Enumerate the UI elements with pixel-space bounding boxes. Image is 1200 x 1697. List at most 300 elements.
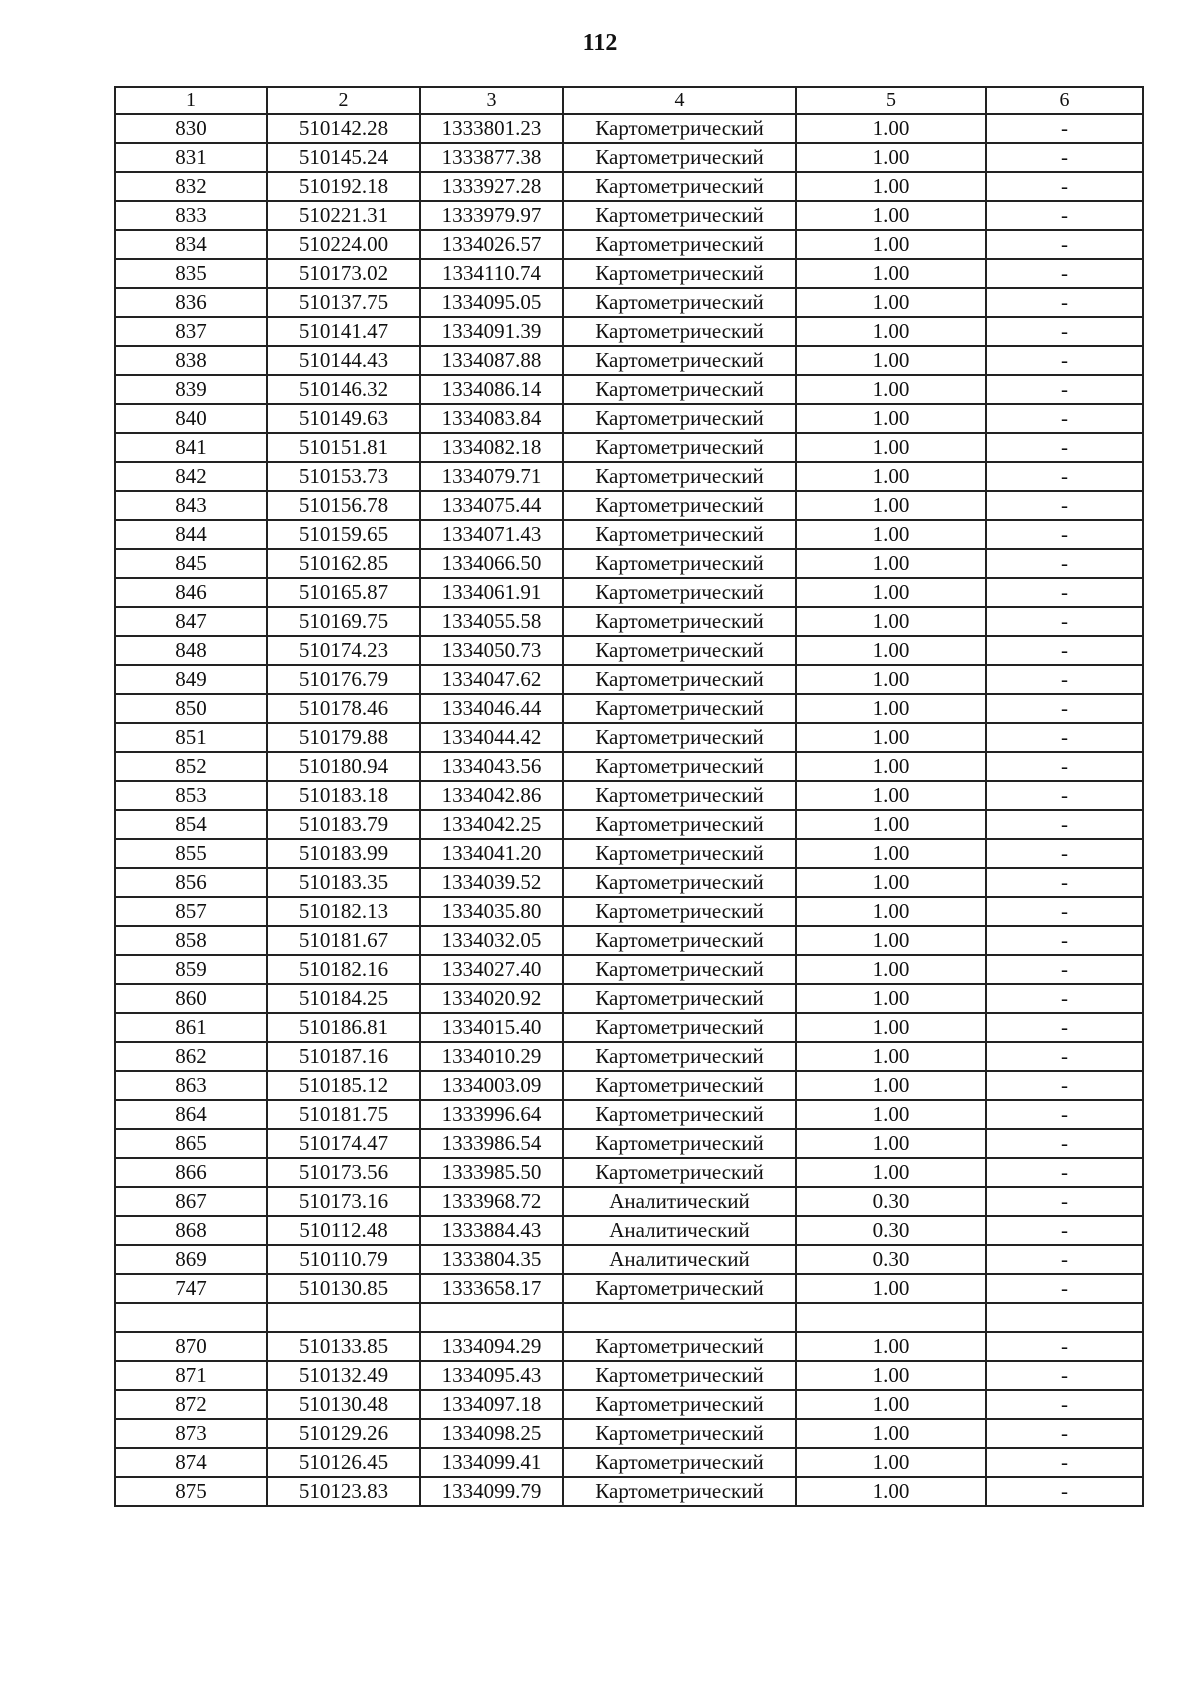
column-header: 3 (420, 87, 563, 114)
x-coordinate-cell: 510110.79 (267, 1245, 420, 1274)
description-cell: - (986, 752, 1143, 781)
accuracy-cell: 1.00 (796, 1042, 986, 1071)
method-cell: Картометрический (563, 1332, 796, 1361)
accuracy-cell: 1.00 (796, 549, 986, 578)
description-cell: - (986, 984, 1143, 1013)
x-coordinate-cell: 510192.18 (267, 172, 420, 201)
table-row (115, 462, 1143, 491)
x-coordinate-cell: 510183.99 (267, 839, 420, 868)
column-header: 4 (563, 87, 796, 114)
method-cell: Аналитический (563, 1245, 796, 1274)
method-cell: Картометрический (563, 201, 796, 230)
y-coordinate-cell: 1333658.17 (420, 1274, 563, 1303)
table-row (115, 781, 1143, 810)
point-number-cell: 871 (115, 1361, 267, 1390)
y-coordinate-cell: 1334086.14 (420, 375, 563, 404)
point-number-cell: 873 (115, 1419, 267, 1448)
point-number-cell: 832 (115, 172, 267, 201)
point-number-cell: 861 (115, 1013, 267, 1042)
x-coordinate-cell: 510137.75 (267, 288, 420, 317)
x-coordinate-cell: 510185.12 (267, 1071, 420, 1100)
point-number-cell: 838 (115, 346, 267, 375)
table-row (115, 1042, 1143, 1071)
x-coordinate-cell: 510183.35 (267, 868, 420, 897)
accuracy-cell: 1.00 (796, 752, 986, 781)
point-number-cell: 830 (115, 114, 267, 143)
accuracy-cell: 1.00 (796, 868, 986, 897)
point-number-cell: 858 (115, 926, 267, 955)
point-number-cell: 848 (115, 636, 267, 665)
x-coordinate-cell: 510132.49 (267, 1361, 420, 1390)
x-coordinate-cell: 510173.56 (267, 1158, 420, 1187)
accuracy-cell: 1.00 (796, 839, 986, 868)
column-header: 6 (986, 87, 1143, 114)
y-coordinate-cell: 1334027.40 (420, 955, 563, 984)
point-number-cell: 850 (115, 694, 267, 723)
y-coordinate-cell: 1333979.97 (420, 201, 563, 230)
x-coordinate-cell: 510179.88 (267, 723, 420, 752)
point-number-cell: 867 (115, 1187, 267, 1216)
description-cell: - (986, 723, 1143, 752)
description-cell: - (986, 1216, 1143, 1245)
method-cell: Картометрический (563, 1448, 796, 1477)
y-coordinate-cell: 1334003.09 (420, 1071, 563, 1100)
accuracy-cell: 1.00 (796, 1419, 986, 1448)
y-coordinate-cell: 1334055.58 (420, 607, 563, 636)
description-cell: - (986, 955, 1143, 984)
point-number-cell: 842 (115, 462, 267, 491)
description-cell: - (986, 201, 1143, 230)
point-number-cell: 864 (115, 1100, 267, 1129)
description-cell: - (986, 1448, 1143, 1477)
x-coordinate-cell: 510133.85 (267, 1332, 420, 1361)
description-cell: - (986, 288, 1143, 317)
point-number-cell: 859 (115, 955, 267, 984)
y-coordinate-cell: 1334079.71 (420, 462, 563, 491)
accuracy-cell: 1.00 (796, 955, 986, 984)
accuracy-cell: 1.00 (796, 114, 986, 143)
method-cell: Картометрический (563, 810, 796, 839)
y-coordinate-cell: 1334095.05 (420, 288, 563, 317)
accuracy-cell: 1.00 (796, 578, 986, 607)
description-cell: - (986, 665, 1143, 694)
method-cell: Картометрический (563, 114, 796, 143)
table-row (115, 1332, 1143, 1361)
y-coordinate-cell: 1333804.35 (420, 1245, 563, 1274)
x-coordinate-cell: 510153.73 (267, 462, 420, 491)
table-row (115, 868, 1143, 897)
table-row (115, 143, 1143, 172)
x-coordinate-cell: 510178.46 (267, 694, 420, 723)
x-coordinate-cell: 510130.85 (267, 1274, 420, 1303)
method-cell: Картометрический (563, 404, 796, 433)
accuracy-cell: 1.00 (796, 520, 986, 549)
table-row (115, 259, 1143, 288)
x-coordinate-cell: 510173.16 (267, 1187, 420, 1216)
y-coordinate-cell (420, 1303, 563, 1332)
point-number-cell: 865 (115, 1129, 267, 1158)
y-coordinate-cell: 1333801.23 (420, 114, 563, 143)
point-number-cell: 857 (115, 897, 267, 926)
accuracy-cell: 1.00 (796, 1129, 986, 1158)
table-row (115, 810, 1143, 839)
table-row (115, 1419, 1143, 1448)
table-row (115, 1071, 1143, 1100)
y-coordinate-cell: 1334061.91 (420, 578, 563, 607)
x-coordinate-cell: 510180.94 (267, 752, 420, 781)
method-cell: Картометрический (563, 868, 796, 897)
table-row (115, 1390, 1143, 1419)
accuracy-cell: 1.00 (796, 404, 986, 433)
description-cell: - (986, 781, 1143, 810)
method-cell: Картометрический (563, 1477, 796, 1506)
column-header: 5 (796, 87, 986, 114)
accuracy-cell: 1.00 (796, 201, 986, 230)
table-row (115, 172, 1143, 201)
table-row (115, 1448, 1143, 1477)
accuracy-cell: 1.00 (796, 1013, 986, 1042)
method-cell: Картометрический (563, 520, 796, 549)
y-coordinate-cell: 1334042.86 (420, 781, 563, 810)
description-cell: - (986, 810, 1143, 839)
point-number-cell: 847 (115, 607, 267, 636)
x-coordinate-cell: 510112.48 (267, 1216, 420, 1245)
x-coordinate-cell (267, 1303, 420, 1332)
accuracy-cell: 1.00 (796, 1477, 986, 1506)
description-cell: - (986, 259, 1143, 288)
method-cell: Картометрический (563, 288, 796, 317)
description-cell (986, 1303, 1143, 1332)
method-cell: Картометрический (563, 1274, 796, 1303)
point-number-cell: 844 (115, 520, 267, 549)
y-coordinate-cell: 1334032.05 (420, 926, 563, 955)
x-coordinate-cell: 510174.47 (267, 1129, 420, 1158)
point-number-cell: 855 (115, 839, 267, 868)
description-cell: - (986, 1419, 1143, 1448)
accuracy-cell: 1.00 (796, 259, 986, 288)
accuracy-cell: 1.00 (796, 491, 986, 520)
table-row (115, 723, 1143, 752)
method-cell: Картометрический (563, 491, 796, 520)
table-row (115, 201, 1143, 230)
method-cell: Картометрический (563, 984, 796, 1013)
accuracy-cell: 1.00 (796, 288, 986, 317)
description-cell: - (986, 143, 1143, 172)
accuracy-cell: 1.00 (796, 433, 986, 462)
y-coordinate-cell: 1334097.18 (420, 1390, 563, 1419)
table-row (115, 1274, 1143, 1303)
x-coordinate-cell: 510181.67 (267, 926, 420, 955)
method-cell: Картометрический (563, 433, 796, 462)
table-row (115, 230, 1143, 259)
table-row (115, 114, 1143, 143)
description-cell: - (986, 1361, 1143, 1390)
accuracy-cell: 0.30 (796, 1245, 986, 1274)
x-coordinate-cell: 510181.75 (267, 1100, 420, 1129)
point-number-cell: 846 (115, 578, 267, 607)
point-number-cell: 853 (115, 781, 267, 810)
coordinates-table (114, 86, 1144, 1507)
y-coordinate-cell: 1334083.84 (420, 404, 563, 433)
x-coordinate-cell: 510165.87 (267, 578, 420, 607)
description-cell: - (986, 1390, 1143, 1419)
point-number-cell: 839 (115, 375, 267, 404)
description-cell: - (986, 607, 1143, 636)
method-cell: Картометрический (563, 926, 796, 955)
table-row (115, 607, 1143, 636)
accuracy-cell: 1.00 (796, 317, 986, 346)
accuracy-cell (796, 1303, 986, 1332)
method-cell: Картометрический (563, 1042, 796, 1071)
accuracy-cell: 1.00 (796, 810, 986, 839)
point-number-cell: 831 (115, 143, 267, 172)
method-cell: Картометрический (563, 781, 796, 810)
y-coordinate-cell: 1333986.54 (420, 1129, 563, 1158)
y-coordinate-cell: 1333996.64 (420, 1100, 563, 1129)
table-row (115, 1361, 1143, 1390)
method-cell: Картометрический (563, 1361, 796, 1390)
x-coordinate-cell: 510182.13 (267, 897, 420, 926)
accuracy-cell: 1.00 (796, 897, 986, 926)
y-coordinate-cell: 1334075.44 (420, 491, 563, 520)
y-coordinate-cell: 1333927.28 (420, 172, 563, 201)
description-cell: - (986, 694, 1143, 723)
x-coordinate-cell: 510183.79 (267, 810, 420, 839)
accuracy-cell: 1.00 (796, 1448, 986, 1477)
method-cell: Картометрический (563, 665, 796, 694)
method-cell: Картометрический (563, 549, 796, 578)
x-coordinate-cell: 510173.02 (267, 259, 420, 288)
y-coordinate-cell: 1334066.50 (420, 549, 563, 578)
accuracy-cell: 1.00 (796, 723, 986, 752)
y-coordinate-cell: 1333985.50 (420, 1158, 563, 1187)
y-coordinate-cell: 1334110.74 (420, 259, 563, 288)
point-number-cell: 833 (115, 201, 267, 230)
accuracy-cell: 1.00 (796, 636, 986, 665)
table-row (115, 1129, 1143, 1158)
accuracy-cell: 1.00 (796, 230, 986, 259)
table-row (115, 955, 1143, 984)
y-coordinate-cell: 1333877.38 (420, 143, 563, 172)
description-cell: - (986, 491, 1143, 520)
description-cell: - (986, 1071, 1143, 1100)
method-cell: Картометрический (563, 752, 796, 781)
accuracy-cell: 1.00 (796, 1071, 986, 1100)
method-cell: Картометрический (563, 172, 796, 201)
y-coordinate-cell: 1334099.79 (420, 1477, 563, 1506)
point-number-cell: 875 (115, 1477, 267, 1506)
description-cell: - (986, 868, 1143, 897)
y-coordinate-cell: 1334020.92 (420, 984, 563, 1013)
point-number-cell: 862 (115, 1042, 267, 1071)
x-coordinate-cell: 510184.25 (267, 984, 420, 1013)
method-cell: Картометрический (563, 607, 796, 636)
table-row (115, 926, 1143, 955)
method-cell: Картометрический (563, 259, 796, 288)
x-coordinate-cell: 510145.24 (267, 143, 420, 172)
y-coordinate-cell: 1334091.39 (420, 317, 563, 346)
method-cell: Картометрический (563, 897, 796, 926)
y-coordinate-cell: 1334047.62 (420, 665, 563, 694)
description-cell: - (986, 1477, 1143, 1506)
accuracy-cell: 1.00 (796, 1158, 986, 1187)
accuracy-cell: 1.00 (796, 781, 986, 810)
description-cell: - (986, 172, 1143, 201)
y-coordinate-cell: 1334042.25 (420, 810, 563, 839)
table-row (115, 1158, 1143, 1187)
table-row (115, 491, 1143, 520)
table-row (115, 1477, 1143, 1506)
method-cell: Аналитический (563, 1187, 796, 1216)
method-cell: Картометрический (563, 578, 796, 607)
description-cell: - (986, 839, 1143, 868)
method-cell: Картометрический (563, 636, 796, 665)
y-coordinate-cell: 1334010.29 (420, 1042, 563, 1071)
table-header-row (115, 87, 1143, 114)
column-header: 2 (267, 87, 420, 114)
y-coordinate-cell: 1333884.43 (420, 1216, 563, 1245)
point-number-cell: 747 (115, 1274, 267, 1303)
y-coordinate-cell: 1334044.42 (420, 723, 563, 752)
method-cell: Картометрический (563, 1158, 796, 1187)
table-row (115, 1216, 1143, 1245)
point-number-cell: 856 (115, 868, 267, 897)
point-number-cell: 860 (115, 984, 267, 1013)
method-cell: Картометрический (563, 723, 796, 752)
y-coordinate-cell: 1334015.40 (420, 1013, 563, 1042)
point-number-cell: 836 (115, 288, 267, 317)
method-cell: Картометрический (563, 1013, 796, 1042)
table-row (115, 433, 1143, 462)
method-cell: Картометрический (563, 143, 796, 172)
y-coordinate-cell: 1334046.44 (420, 694, 563, 723)
accuracy-cell: 0.30 (796, 1187, 986, 1216)
y-coordinate-cell: 1334041.20 (420, 839, 563, 868)
description-cell: - (986, 549, 1143, 578)
accuracy-cell: 1.00 (796, 1390, 986, 1419)
description-cell: - (986, 346, 1143, 375)
accuracy-cell: 0.30 (796, 1216, 986, 1245)
point-number-cell: 869 (115, 1245, 267, 1274)
table-row (115, 1100, 1143, 1129)
accuracy-cell: 1.00 (796, 694, 986, 723)
point-number-cell: 868 (115, 1216, 267, 1245)
point-number-cell: 851 (115, 723, 267, 752)
description-cell: - (986, 1158, 1143, 1187)
column-header: 1 (115, 87, 267, 114)
table-row (115, 1303, 1143, 1332)
y-coordinate-cell: 1333968.72 (420, 1187, 563, 1216)
table-row (115, 549, 1143, 578)
x-coordinate-cell: 510130.48 (267, 1390, 420, 1419)
point-number-cell: 852 (115, 752, 267, 781)
description-cell: - (986, 926, 1143, 955)
table-row (115, 839, 1143, 868)
y-coordinate-cell: 1334082.18 (420, 433, 563, 462)
table-row (115, 752, 1143, 781)
description-cell: - (986, 375, 1143, 404)
description-cell: - (986, 1129, 1143, 1158)
table-row (115, 636, 1143, 665)
accuracy-cell: 1.00 (796, 665, 986, 694)
x-coordinate-cell: 510187.16 (267, 1042, 420, 1071)
x-coordinate-cell: 510182.16 (267, 955, 420, 984)
method-cell: Картометрический (563, 839, 796, 868)
description-cell: - (986, 1245, 1143, 1274)
x-coordinate-cell: 510144.43 (267, 346, 420, 375)
x-coordinate-cell: 510224.00 (267, 230, 420, 259)
table-row (115, 346, 1143, 375)
accuracy-cell: 1.00 (796, 1100, 986, 1129)
y-coordinate-cell: 1334087.88 (420, 346, 563, 375)
x-coordinate-cell: 510162.85 (267, 549, 420, 578)
point-number-cell: 872 (115, 1390, 267, 1419)
table-row (115, 404, 1143, 433)
y-coordinate-cell: 1334098.25 (420, 1419, 563, 1448)
method-cell: Картометрический (563, 317, 796, 346)
point-number-cell (115, 1303, 267, 1332)
point-number-cell: 840 (115, 404, 267, 433)
description-cell: - (986, 578, 1143, 607)
description-cell: - (986, 1274, 1143, 1303)
table-row (115, 1013, 1143, 1042)
point-number-cell: 845 (115, 549, 267, 578)
x-coordinate-cell: 510174.23 (267, 636, 420, 665)
method-cell: Картометрический (563, 1129, 796, 1158)
table-row (115, 578, 1143, 607)
point-number-cell: 863 (115, 1071, 267, 1100)
y-coordinate-cell: 1334071.43 (420, 520, 563, 549)
x-coordinate-cell: 510156.78 (267, 491, 420, 520)
method-cell: Картометрический (563, 955, 796, 984)
y-coordinate-cell: 1334099.41 (420, 1448, 563, 1477)
method-cell: Картометрический (563, 462, 796, 491)
description-cell: - (986, 317, 1143, 346)
method-cell: Аналитический (563, 1216, 796, 1245)
method-cell: Картометрический (563, 375, 796, 404)
description-cell: - (986, 1042, 1143, 1071)
table-row (115, 1187, 1143, 1216)
method-cell: Картометрический (563, 1419, 796, 1448)
table-row (115, 984, 1143, 1013)
description-cell: - (986, 433, 1143, 462)
method-cell: Картометрический (563, 1100, 796, 1129)
point-number-cell: 866 (115, 1158, 267, 1187)
point-number-cell: 834 (115, 230, 267, 259)
table-row (115, 1245, 1143, 1274)
accuracy-cell: 1.00 (796, 1274, 986, 1303)
accuracy-cell: 1.00 (796, 346, 986, 375)
description-cell: - (986, 230, 1143, 259)
method-cell: Картометрический (563, 1390, 796, 1419)
y-coordinate-cell: 1334026.57 (420, 230, 563, 259)
point-number-cell: 837 (115, 317, 267, 346)
x-coordinate-cell: 510142.28 (267, 114, 420, 143)
x-coordinate-cell: 510183.18 (267, 781, 420, 810)
table-row (115, 665, 1143, 694)
description-cell: - (986, 636, 1143, 665)
point-number-cell: 835 (115, 259, 267, 288)
y-coordinate-cell: 1334035.80 (420, 897, 563, 926)
table-body (115, 87, 1143, 1506)
method-cell: Картометрический (563, 230, 796, 259)
x-coordinate-cell: 510221.31 (267, 201, 420, 230)
accuracy-cell: 1.00 (796, 143, 986, 172)
x-coordinate-cell: 510186.81 (267, 1013, 420, 1042)
table-row (115, 897, 1143, 926)
accuracy-cell: 1.00 (796, 984, 986, 1013)
table-row (115, 317, 1143, 346)
